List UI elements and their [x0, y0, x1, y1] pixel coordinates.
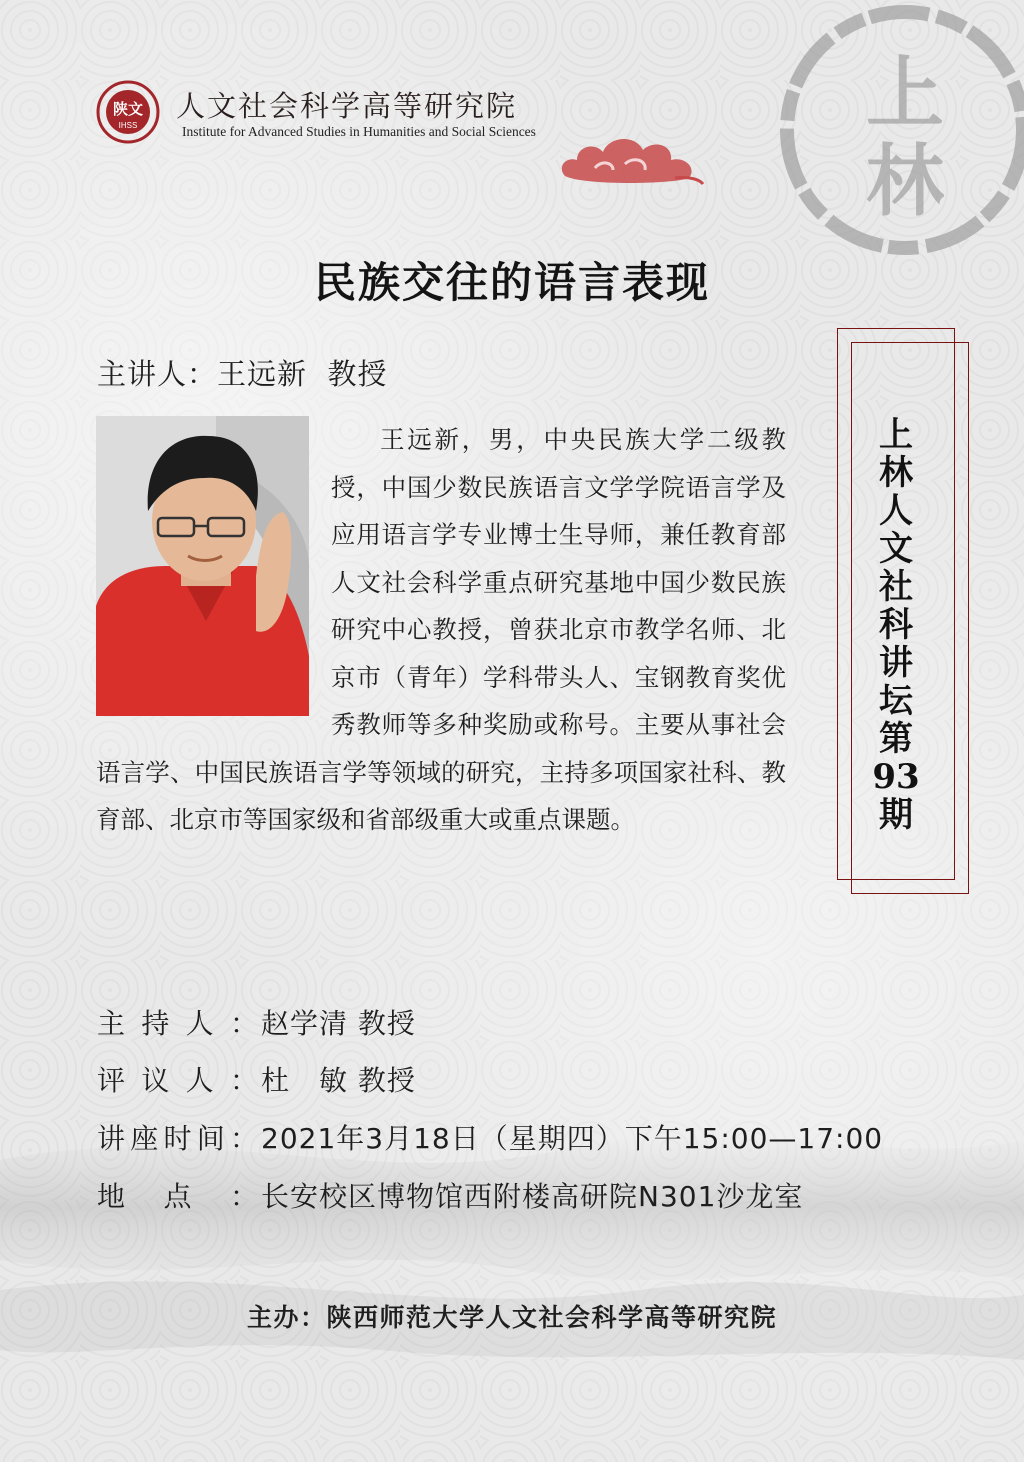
time-label: 讲座时间： [97, 1122, 259, 1155]
institute-name-en: Institute for Advanced Studies in Humanities and Social Sciences [182, 124, 536, 139]
svg-text:IHSS: IHSS [118, 121, 138, 130]
svg-text:上: 上 [865, 48, 945, 139]
speaker-photo [96, 416, 309, 716]
auspicious-cloud-icon [555, 128, 705, 190]
speaker-line [97, 352, 387, 393]
location-row [97, 1175, 803, 1215]
host-label: 主持人： [97, 1007, 259, 1040]
speaker-label: 主讲人： [97, 357, 218, 391]
svg-text:陕文: 陕文 [112, 100, 144, 118]
series-char: 坛 [879, 681, 913, 721]
series-char: 科 [879, 605, 913, 645]
speaker-rank: 教授 [327, 357, 388, 391]
location-value: 长安校区博物馆西附楼高研院N301沙龙室 [261, 1180, 804, 1213]
location-label: 地点： [97, 1180, 259, 1213]
institute-logo-seal [96, 80, 160, 144]
discussant-label: 评议人： [97, 1064, 259, 1097]
discussant-row [97, 1059, 416, 1099]
series-title-vertical [837, 416, 955, 834]
time-value: 2021年3月18日（星期四）下午15:00—17:00 [261, 1122, 884, 1155]
time-row [97, 1117, 883, 1157]
series-char: 人 [879, 491, 913, 531]
series-char: 第 [879, 719, 913, 759]
series-char: 社 [879, 567, 913, 607]
series-char: 93 [872, 757, 920, 797]
series-char: 文 [879, 529, 913, 569]
host-row [97, 1002, 416, 1042]
institute-name-cn: 人文社会科学高等研究院 [176, 89, 518, 123]
lecture-title: 民族交往的语言表现 [313, 258, 710, 307]
svg-text:林: 林 [865, 136, 945, 227]
bio-text: 王远新，男，中央民族大学二级教授，中国少数民族语言文学学院语言学及应用语言学专业博士生导师，兼任教育部人文社会科学重点研究基地中国少数民族研究中心教授，曾获北京市教学名师、北京市（青年）学科带头人、宝钢教育奖优秀教师等多种奖励或称号。主要从事社会语言学、中国民族语言学等领域的研究，主持多项国家社科、教育部、北京市等国家级和省部级重大或重点课题。 [96, 425, 786, 834]
discussant-value: 杜 敏 教授 [261, 1064, 416, 1097]
speaker-name: 王远新 [217, 357, 308, 391]
host-value: 赵学清 教授 [261, 1007, 416, 1040]
series-char: 讲 [879, 643, 913, 683]
organizer-line: 主办：陕西师范大学人文社会科学高等研究院 [246, 1303, 777, 1332]
shanglin-seal-stamp [735, 0, 1024, 262]
series-char: 上 [879, 415, 913, 455]
series-char: 期 [879, 795, 913, 835]
series-char: 林 [879, 453, 913, 493]
